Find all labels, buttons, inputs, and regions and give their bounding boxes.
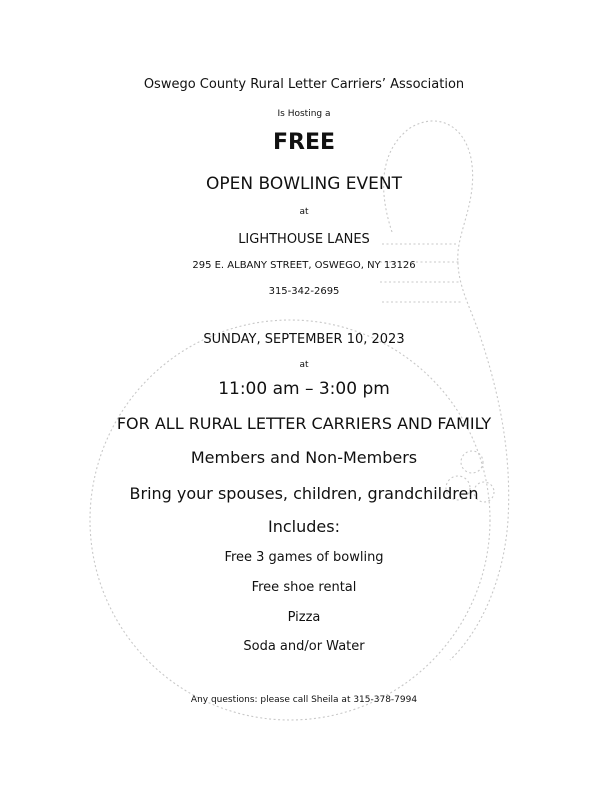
event-time: 11:00 am – 3:00 pm xyxy=(218,379,390,399)
includes-item: Pizza xyxy=(287,610,321,625)
at-venue-text: at xyxy=(299,207,309,217)
includes-item: Soda and/or Water xyxy=(243,639,365,654)
at-time-text: at xyxy=(299,360,309,370)
event-title: OPEN BOWLING EVENT xyxy=(205,174,403,194)
free-heading: FREE xyxy=(272,130,336,155)
includes-heading: Includes: xyxy=(268,517,340,536)
venue-address: 295 E. ALBANY STREET, OSWEGO, NY 13126 xyxy=(192,260,416,271)
includes-item: Free 3 games of bowling xyxy=(224,550,384,565)
members-text: Members and Non-Members xyxy=(190,448,418,467)
venue-name: LIGHTHOUSE LANES xyxy=(238,232,370,247)
contact-info: Any questions: please call Sheila at 315-378-7994 xyxy=(190,695,418,705)
audience-headline: FOR ALL RURAL LETTER CARRIERS AND FAMILY xyxy=(116,414,492,433)
includes-item: Free shoe rental xyxy=(251,580,357,595)
event-date: SUNDAY, SEPTEMBER 10, 2023 xyxy=(203,332,405,347)
venue-phone: 315-342-2695 xyxy=(268,286,340,297)
organization-name: Oswego County Rural Letter Carriers’ Association xyxy=(143,77,465,92)
bring-family-text: Bring your spouses, children, grandchildren xyxy=(129,484,479,503)
hosting-text: Is Hosting a xyxy=(277,109,331,119)
